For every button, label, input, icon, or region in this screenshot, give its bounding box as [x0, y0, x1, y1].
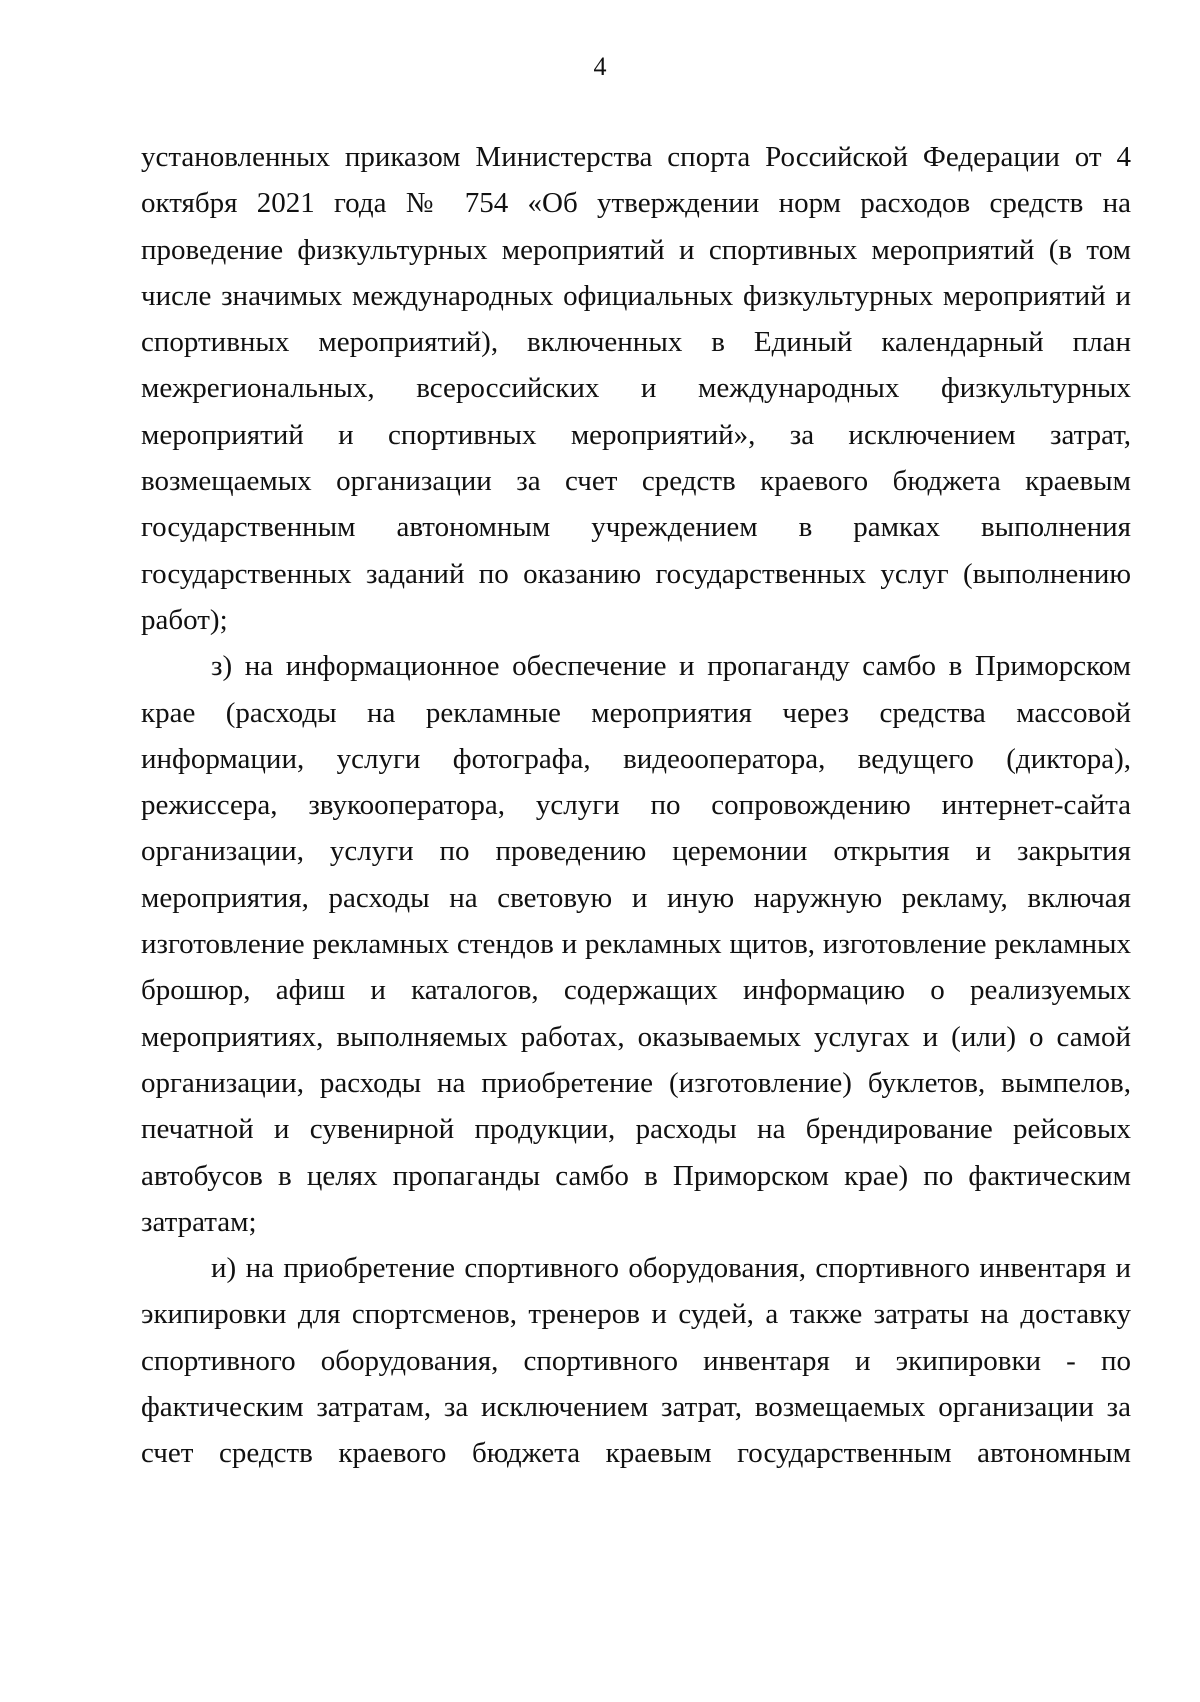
paragraph-continuation: установленных приказом Министерства спорта Российской Федерации от 4 октября 2021 года № 754 «Об утверждении норм расходов средств на проведение физкультурных мероприятий и спортивных мероприятий (в том числе значимых международных официальных физкультурных мероприятий и спортивных мероприятий), включенных в Единый календарный план межрегиональных, всероссийских и международных физкультурных мероприятий и спортивных мероприятий», за исключением затрат, возмещаемых организации за счет средств краевого бюджета краевым государственным автономным учреждением в рамках выполнения государственных заданий по оказанию государственных услуг (выполнению работ); — [141, 141, 1131, 636]
paragraph-item-z: з) на информационное обеспечение и пропаганду самбо в Приморском крае (расходы на рекламные мероприятия через средства массовой информации, услуги фотографа, видеооператора, ведущего (диктора), режиссера, звукооператора, услуги по сопровождению интернет-сайта организации, услуги по проведению церемонии открытия и закрытия мероприятия, расходы на световую и иную наружную рекламу, включая изготовление рекламных стендов и рекламных щитов, изготовление рекламных брошюр, афиш и каталогов, содержащих информацию о реализуемых мероприятиях, выполняемых работах, оказываемых услугах и (или) о самой организации, расходы на приобретение (изготовление) буклетов, вымпелов, печатной и сувенирной продукции, расходы на брендирование рейсовых автобусов в целях пропаганды самбо в Приморском крае) по фактическим затратам; — [141, 650, 1131, 1238]
document-body — [141, 134, 1131, 1477]
page-number: 4 — [593, 52, 607, 81]
paragraph-item-i: и) на приобретение спортивного оборудования, спортивного инвентаря и экипировки для спортсменов, тренеров и судей, а также затраты на доставку спортивного оборудования, спортивного инвентаря и экипировки - по фактическим затратам, за исключением затрат, возмещаемых организации за счет средств краевого бюджета краевым государственным автономным — [141, 1252, 1131, 1470]
